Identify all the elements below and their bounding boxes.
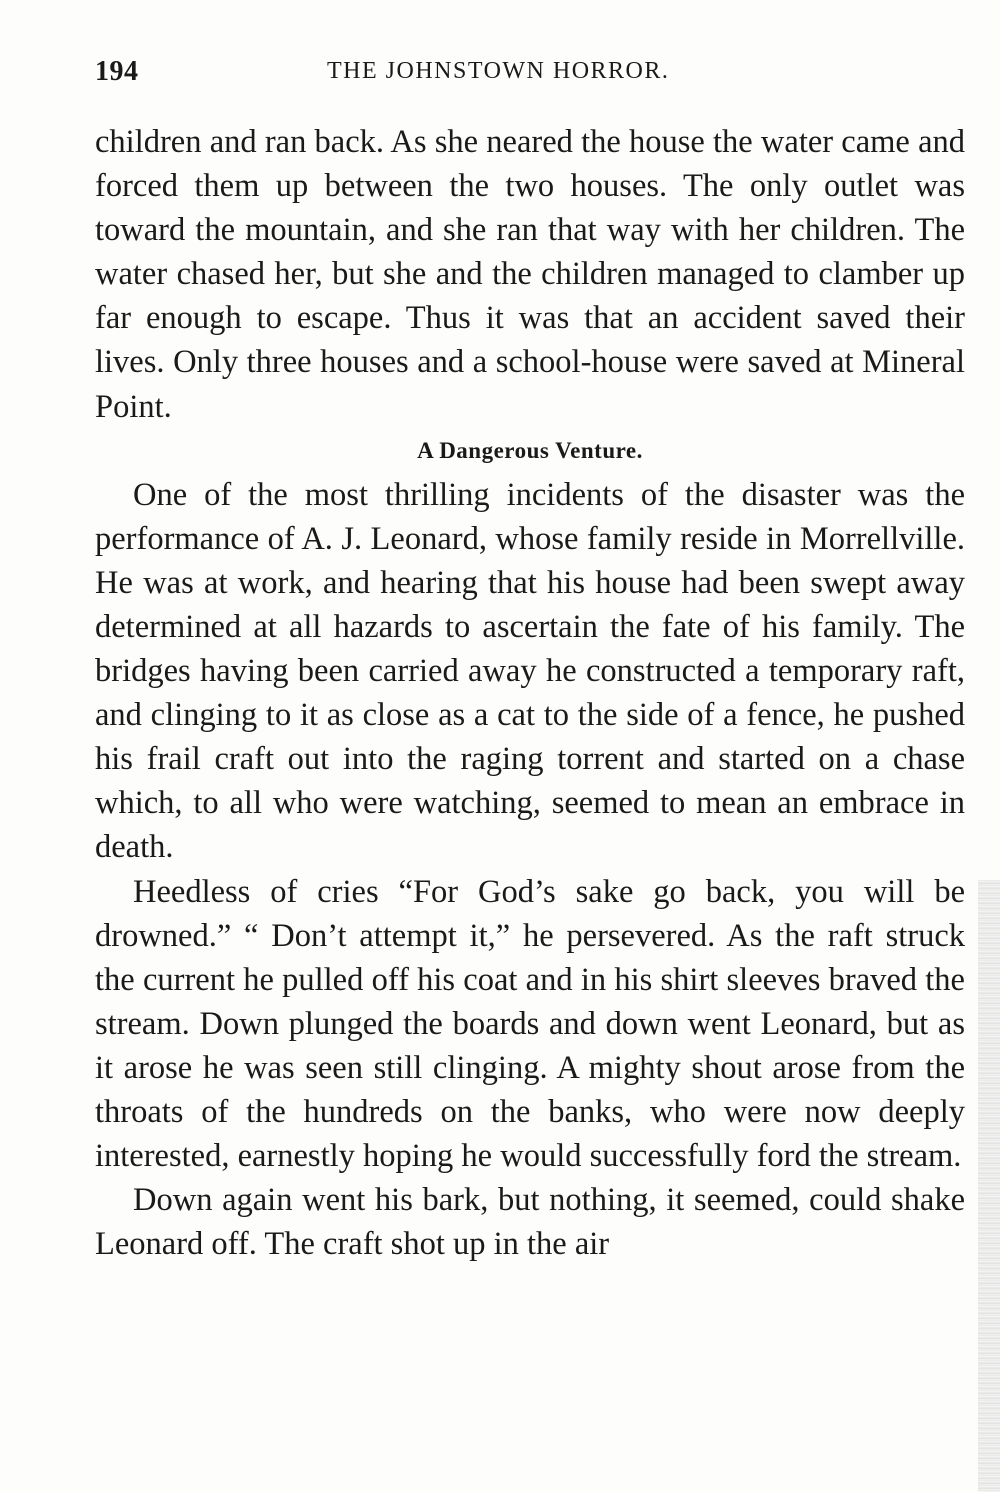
- paragraph: Down again went his bark, but nothing, it seemed, could shake Leonard off. The craft shot up in the air: [95, 1182, 965, 1263]
- section-heading: A Dangerous Venture.: [417, 437, 643, 463]
- page-number: 194: [95, 56, 139, 87]
- page-edge-shadow: [978, 880, 1000, 1492]
- page-header: [95, 56, 965, 96]
- paragraph-continued: children and ran back. As she neared the house the water came and forced them up between the two houses. The only outlet was toward the mountain, and she ran that way with her children. The water chased her, but she and the children managed to clamber up far enough to escape. Thus it was that an accident saved their lives. Only three houses and a school-house were saved at Mineral Point.: [95, 124, 965, 425]
- paragraph: One of the most thrilling incidents of the disaster was the performance of A. J. Leonard, whose family reside in Morrellville. He was at work, and hearing that his house had been swept away determined at all hazards to ascertain the fate of his family. The bridges having been carried away he constructed a temporary raft, and clinging to it as close as a cat to the side of a fence, he pushed his frail craft out into the raging torrent and started on a chase which, to all who were watching, seemed to mean an embrace in death.: [95, 476, 965, 866]
- running-title: THE JOHNSTOWN HORROR.: [327, 58, 670, 84]
- page-body: [95, 120, 965, 1266]
- paragraph: Heedless of cries “For God’s sake go back, you will be drowned.” “ Don’t attempt it,” he persevered. As the raft struck the current he pulled off his coat and in his shirt sleeves braved the stream. Down plunged the boards and down went Leonard, but as it arose he was seen still clinging. A mighty shout arose from the throats of the hundreds on the banks, who were now deeply interested, earnestly hoping he would successfully ford the stream.: [95, 873, 965, 1175]
